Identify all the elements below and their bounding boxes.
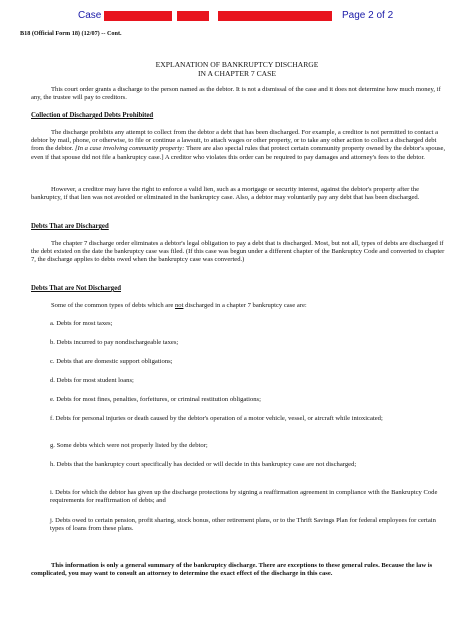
- page-number: Page 2 of 2: [342, 10, 394, 21]
- collection-text-b: There are also special rules that protect certain community property owned by the debtor's spouse, even if that spouse did not file a bankruptcy case.] A creditor who violates this order can be required to pay damages and attorney's fees to the debtor.: [31, 145, 446, 161]
- section-heading-collection: Collection of Discharged Debts Prohibited: [31, 112, 154, 119]
- closing-summary: This information is only a general summary of the bankruptcy discharge. There are exceptions to these general rules. Because the law is complicated, you may want to consult an attorney to determine the exact effect of the discharge in this case.: [31, 562, 433, 578]
- section-heading-discharged: Debts That are Discharged: [31, 223, 109, 230]
- community-property-note: [In a case involving community property:: [74, 145, 185, 153]
- collection-paragraph: [31, 129, 447, 162]
- not-discharged-intro: [31, 302, 447, 310]
- list-item: f. Debts for personal injuries or death caused by the debtor's operation of a motor vehicle, vessel, or aircraft while intoxicated;: [50, 415, 383, 422]
- list-item: i. Debts for which the debtor has given up the discharge protections by signing a reaffirmation agreement in compliance with the Bankruptcy Code requirements for reaffirmation of debts; and: [50, 489, 438, 505]
- page-header: [0, 10, 474, 24]
- redaction-block: [104, 11, 172, 21]
- list-item: e. Debts for most fines, penalties, forfeitures, or criminal restitution obligations;: [50, 396, 261, 403]
- case-label: Case: [78, 10, 102, 21]
- list-item: a. Debts for most taxes;: [50, 320, 113, 327]
- document-subtitle: IN A CHAPTER 7 CASE: [197, 69, 277, 78]
- list-item: j. Debts owed to certain pension, profit sharing, stock bonus, other retirement plans, or to the Thrift Savings Plan for federal employees for certain types of loans from these plans.: [50, 517, 436, 533]
- emphasis-not: not: [174, 302, 184, 309]
- list-item: b. Debts incurred to pay nondischargeable taxes;: [50, 339, 179, 346]
- redaction-block: [218, 11, 332, 21]
- intro-text-b: discharged in a chapter 7 bankruptcy case are:: [185, 302, 307, 309]
- list-item: d. Debts for most student loans;: [50, 377, 134, 384]
- collection-text-a: The discharge prohibits any attempt to collect from the debtor a debt that has been discharged. For example, a creditor is not permitted to contact a debtor by mail, phone, or otherwise, to file or continue a lawsuit, to attach wages or other property, or to take any other action to collect a discharged debt from the debtor.: [31, 129, 439, 153]
- intro-paragraph: This court order grants a discharge to the person named as the debtor. It is not a dismissal of the case and it does not determine how much money, if any, the trustee will pay to creditors.: [31, 86, 441, 102]
- list-item: h. Debts that the bankruptcy court specifically has decided or will decide in this bankruptcy case are not discharged;: [50, 461, 357, 468]
- discharged-paragraph: The chapter 7 discharge order eliminates a debtor's legal obligation to pay a debt that is discharged. Most, but not all, types of debts are discharged if the debt existed on the date the bankruptcy case was filed. (If this case was begun under a different chapter of the Bankruptcy Code and converted to chapter 7, the discharge applies to debts owed when the bankruptcy case was converted.): [31, 240, 445, 264]
- document-title: EXPLANATION OF BANKRUPTCY DISCHARGE: [155, 60, 319, 69]
- list-item: g. Some debts which were not properly listed by the debtor;: [50, 442, 208, 449]
- lien-paragraph: However, a creditor may have the right to enforce a valid lien, such as a mortgage or security interest, against the debtor's property after the bankruptcy, if that lien was not avoided or eliminated in the bankruptcy case. Also, a debtor may voluntarily pay any debt that has been discharged.: [31, 186, 420, 202]
- section-heading-not-discharged: Debts That are Not Discharged: [31, 285, 121, 292]
- redaction-block: [177, 11, 209, 21]
- form-identifier: B18 (Official Form 18) (12/07) -- Cont.: [20, 30, 122, 37]
- intro-text-a: Some of the common types of debts which are: [51, 302, 174, 309]
- list-item: c. Debts that are domestic support obligations;: [50, 358, 173, 365]
